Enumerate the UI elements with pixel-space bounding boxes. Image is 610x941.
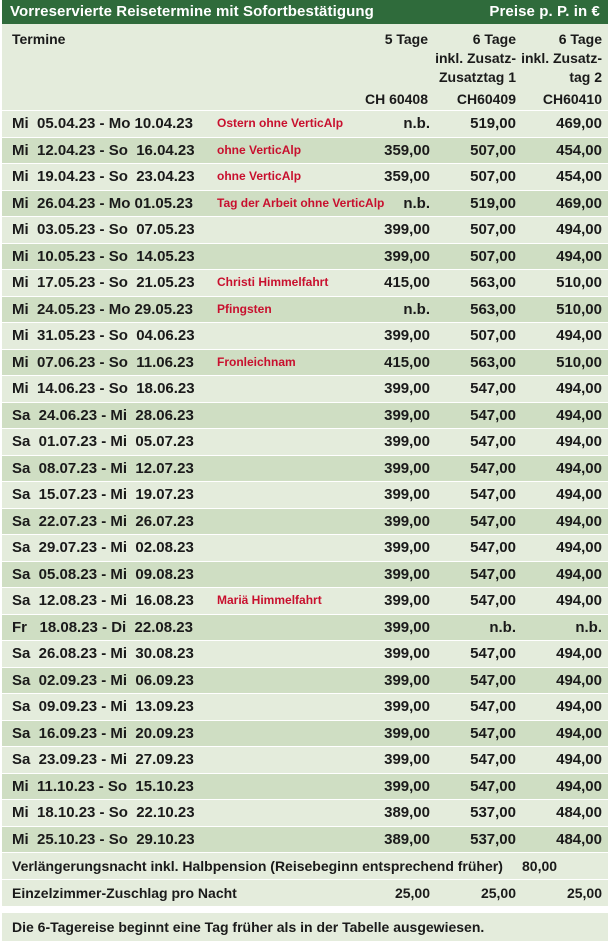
row-price-5-tage: 399,00 [384,486,430,503]
row-date: Sa 05.08.23 - Mi 09.08.23 [12,565,194,583]
row-note: ohne VerticAlp [217,169,302,183]
row-price-6-tage-2: 454,00 [556,141,602,159]
row-price-6-tage-1: 519,00 [470,115,516,132]
row-price-5-tage: 359,00 [384,168,430,185]
row-price-6-tage-2: 494,00 [556,592,602,609]
header-col-6-tage-zusatztag-2 [521,30,602,87]
table-row [2,482,608,509]
row-date: Sa 23.09.23 - Mi 27.09.23 [12,751,194,768]
row-price-6-tage-1: 519,00 [470,194,516,212]
header-col-5-tage [385,30,428,49]
row-note: Fronleichnam [217,354,296,369]
row-date: Sa 29.07.23 - Mi 02.08.23 [12,539,194,556]
header-col1-line1: 5 Tage [384,31,428,47]
row-note: Tag der Arbeit ohne VerticAlp [217,195,385,210]
row-price-6-tage-2: 484,00 [556,804,602,821]
table-row [2,721,608,748]
table-row [2,694,608,721]
single-room-label: Einzelzimmer-Zuschlag pro Nacht [12,885,237,901]
row-price-5-tage: 399,00 [384,459,430,477]
header-code-2: CH60409 [456,91,516,107]
extension-night-value: 80,00 [522,858,558,874]
row-date: Mi 14.06.23 - So 18.06.23 [12,380,195,397]
row-date: Sa 15.07.23 - Mi 19.07.23 [12,486,194,503]
row-price-6-tage-2: 454,00 [556,168,602,185]
header-code-1: CH 60408 [364,91,428,107]
row-price-5-tage: 399,00 [384,724,430,742]
row-note: ohne VerticAlp [217,142,302,157]
row-price-5-tage: 399,00 [384,380,430,397]
table-row [2,429,608,456]
row-price-6-tage-1: 537,00 [470,830,516,848]
row-date: Mi 07.06.23 - So 11.06.23 [12,353,194,371]
table-row [2,164,608,191]
table-row [2,323,608,350]
row-price-5-tage: n.b. [403,194,430,212]
table-row [2,509,608,536]
single-room-value-1: 25,00 [394,885,430,901]
row-price-6-tage-2: 510,00 [556,300,602,318]
footnote-row [2,913,608,941]
table-row [2,615,608,642]
row-date: Mi 05.04.23 - Mo 10.04.23 [12,115,193,132]
row-price-6-tage-1: 547,00 [470,380,516,397]
row-date: Mi 03.05.23 - So 07.05.23 [12,221,195,238]
row-price-5-tage: 399,00 [384,751,430,768]
row-price-6-tage-1: 547,00 [470,592,516,609]
row-price-6-tage-1: 563,00 [470,300,516,318]
row-price-5-tage: n.b. [403,115,430,132]
row-date: Sa 02.09.23 - Mi 06.09.23 [12,671,194,689]
row-price-6-tage-2: 494,00 [556,459,602,477]
row-price-6-tage-2: 494,00 [556,406,602,424]
row-price-6-tage-2: 494,00 [556,671,602,689]
row-price-6-tage-1: 537,00 [470,804,516,821]
row-price-6-tage-1: 507,00 [470,247,516,265]
table-row [2,297,608,324]
row-price-6-tage-1: 547,00 [470,724,516,742]
row-price-5-tage: 389,00 [384,830,430,848]
row-price-6-tage-2: 494,00 [556,221,602,238]
row-price-6-tage-1: n.b. [489,618,516,636]
row-price-6-tage-2: 494,00 [556,247,602,265]
row-price-6-tage-2: 484,00 [556,830,602,848]
single-room-value-3: 25,00 [566,885,602,901]
row-date: Mi 18.10.23 - So 22.10.23 [12,804,195,821]
row-price-6-tage-2: 494,00 [556,486,602,503]
row-price-5-tage: 359,00 [384,141,430,159]
row-price-5-tage: 399,00 [384,592,430,609]
header-col-6-tage-zusatztag-1 [435,30,516,87]
row-price-6-tage-1: 563,00 [470,274,516,291]
row-price-6-tage-1: 547,00 [470,459,516,477]
row-price-6-tage-2: 494,00 [556,777,602,795]
table-row [2,270,608,297]
row-date: Mi 12.04.23 - So 16.04.23 [12,141,195,159]
table-row [2,827,608,854]
row-price-6-tage-2: 494,00 [556,698,602,715]
table-row [2,244,608,271]
title-bar [2,0,608,24]
row-price-6-tage-2: 494,00 [556,645,602,662]
single-room-value-2: 25,00 [480,885,516,901]
footnote-text: Die 6-Tagereise beginnt eine Tag früher als in der Tabelle ausgewiesen. [12,919,485,935]
row-price-5-tage: 399,00 [384,645,430,662]
extension-night-label: Verlängerungsnacht inkl. Halbpension (Reisebeginn entsprechend früher) [12,858,503,874]
header-col2-line2: inkl. Zusatz- [435,50,516,66]
row-price-5-tage: 399,00 [384,539,430,556]
row-price-6-tage-1: 547,00 [470,486,516,503]
table-row [2,403,608,430]
table-row [2,800,608,827]
row-price-6-tage-1: 507,00 [470,141,516,159]
row-date: Sa 09.09.23 - Mi 13.09.23 [12,698,194,715]
table-row [2,535,608,562]
row-price-5-tage: 399,00 [384,433,430,450]
row-price-6-tage-2: 494,00 [556,539,602,556]
extension-night-row [2,853,608,880]
header-col2-line3: Zusatztag 1 [438,69,516,85]
table-row [2,747,608,774]
row-price-6-tage-2: 469,00 [556,115,602,132]
row-price-6-tage-1: 547,00 [470,512,516,530]
row-price-5-tage: 399,00 [384,406,430,424]
row-price-6-tage-2: 494,00 [556,433,602,450]
row-note: Ostern ohne VerticAlp [217,116,344,130]
price-note: Preise p. P. in € [489,3,600,20]
row-price-6-tage-1: 547,00 [470,751,516,768]
row-price-6-tage-2: 510,00 [556,274,602,291]
row-date: Sa 24.06.23 - Mi 28.06.23 [12,406,194,424]
row-price-6-tage-2: 494,00 [556,751,602,768]
row-price-6-tage-1: 547,00 [470,645,516,662]
row-price-5-tage: 399,00 [384,512,430,530]
row-price-6-tage-2: n.b. [575,618,602,636]
row-date: Mi 24.05.23 - Mo 29.05.23 [12,300,193,318]
row-date: Sa 26.08.23 - Mi 30.08.23 [12,645,194,662]
row-price-6-tage-1: 547,00 [470,565,516,583]
table-row [2,111,608,138]
header-termine: Termine [12,31,66,47]
table-header [2,24,608,111]
row-note: Pfingsten [217,301,272,316]
header-code-3: CH60410 [542,91,602,107]
row-date: Mi 11.10.23 - So 15.10.23 [12,777,194,795]
header-col2-line1: 6 Tage [472,31,516,47]
row-price-5-tage: 399,00 [384,777,430,795]
row-date: Mi 17.05.23 - So 21.05.23 [12,274,195,291]
row-date: Mi 10.05.23 - So 14.05.23 [12,247,195,265]
header-col3-line3: tag 2 [569,69,602,85]
date-rows [2,111,608,853]
row-note: Mariä Himmelfahrt [217,593,322,607]
table-row [2,588,608,615]
row-price-6-tage-1: 507,00 [470,168,516,185]
row-price-6-tage-2: 494,00 [556,327,602,344]
table-row [2,376,608,403]
table-row [2,641,608,668]
row-price-5-tage: n.b. [403,300,430,318]
row-date: Sa 08.07.23 - Mi 12.07.23 [12,459,194,477]
row-price-5-tage: 399,00 [384,671,430,689]
single-room-row [2,880,608,907]
header-col3-line2: inkl. Zusatz- [521,50,602,66]
row-price-6-tage-2: 469,00 [556,194,602,212]
table-row [2,456,608,483]
row-date: Sa 01.07.23 - Mi 05.07.23 [12,433,194,450]
row-date: Fr 18.08.23 - Di 22.08.23 [12,618,193,636]
table-row [2,350,608,377]
row-price-6-tage-1: 507,00 [470,327,516,344]
row-date: Mi 19.04.23 - So 23.04.23 [12,168,195,185]
row-price-6-tage-1: 547,00 [470,671,516,689]
table-title: Vorreservierte Reisetermine mit Sofortbestätigung [10,3,374,20]
row-date: Sa 16.09.23 - Mi 20.09.23 [12,724,194,742]
row-price-6-tage-1: 547,00 [470,406,516,424]
table-row [2,668,608,695]
row-date: Sa 12.08.23 - Mi 16.08.23 [12,592,194,609]
row-price-5-tage: 399,00 [384,327,430,344]
row-date: Sa 22.07.23 - Mi 26.07.23 [12,512,194,530]
row-price-5-tage: 399,00 [384,618,430,636]
row-date: Mi 31.05.23 - So 04.06.23 [12,327,195,344]
row-price-5-tage: 389,00 [384,804,430,821]
row-price-5-tage: 399,00 [384,565,430,583]
table-row [2,774,608,801]
row-price-6-tage-2: 494,00 [556,724,602,742]
table-row [2,217,608,244]
row-price-5-tage: 415,00 [384,353,430,371]
table-row [2,138,608,165]
row-price-6-tage-1: 563,00 [470,353,516,371]
row-price-6-tage-2: 510,00 [556,353,602,371]
row-price-5-tage: 399,00 [384,221,430,238]
row-price-6-tage-1: 547,00 [470,539,516,556]
row-price-5-tage: 399,00 [384,698,430,715]
row-note: Christi Himmelfahrt [217,275,329,289]
row-price-5-tage: 399,00 [384,247,430,265]
row-price-6-tage-1: 547,00 [470,698,516,715]
row-price-6-tage-1: 547,00 [470,433,516,450]
row-price-6-tage-2: 494,00 [556,512,602,530]
table-row [2,562,608,589]
row-date: Mi 26.04.23 - Mo 01.05.23 [12,194,193,212]
row-price-6-tage-1: 547,00 [470,777,516,795]
header-col3-line1: 6 Tage [558,31,602,47]
row-price-6-tage-2: 494,00 [556,565,602,583]
row-price-6-tage-1: 507,00 [470,221,516,238]
table-row [2,191,608,218]
row-price-6-tage-2: 494,00 [556,380,602,397]
row-date: Mi 25.10.23 - So 29.10.23 [12,830,195,848]
row-price-5-tage: 415,00 [384,274,430,291]
